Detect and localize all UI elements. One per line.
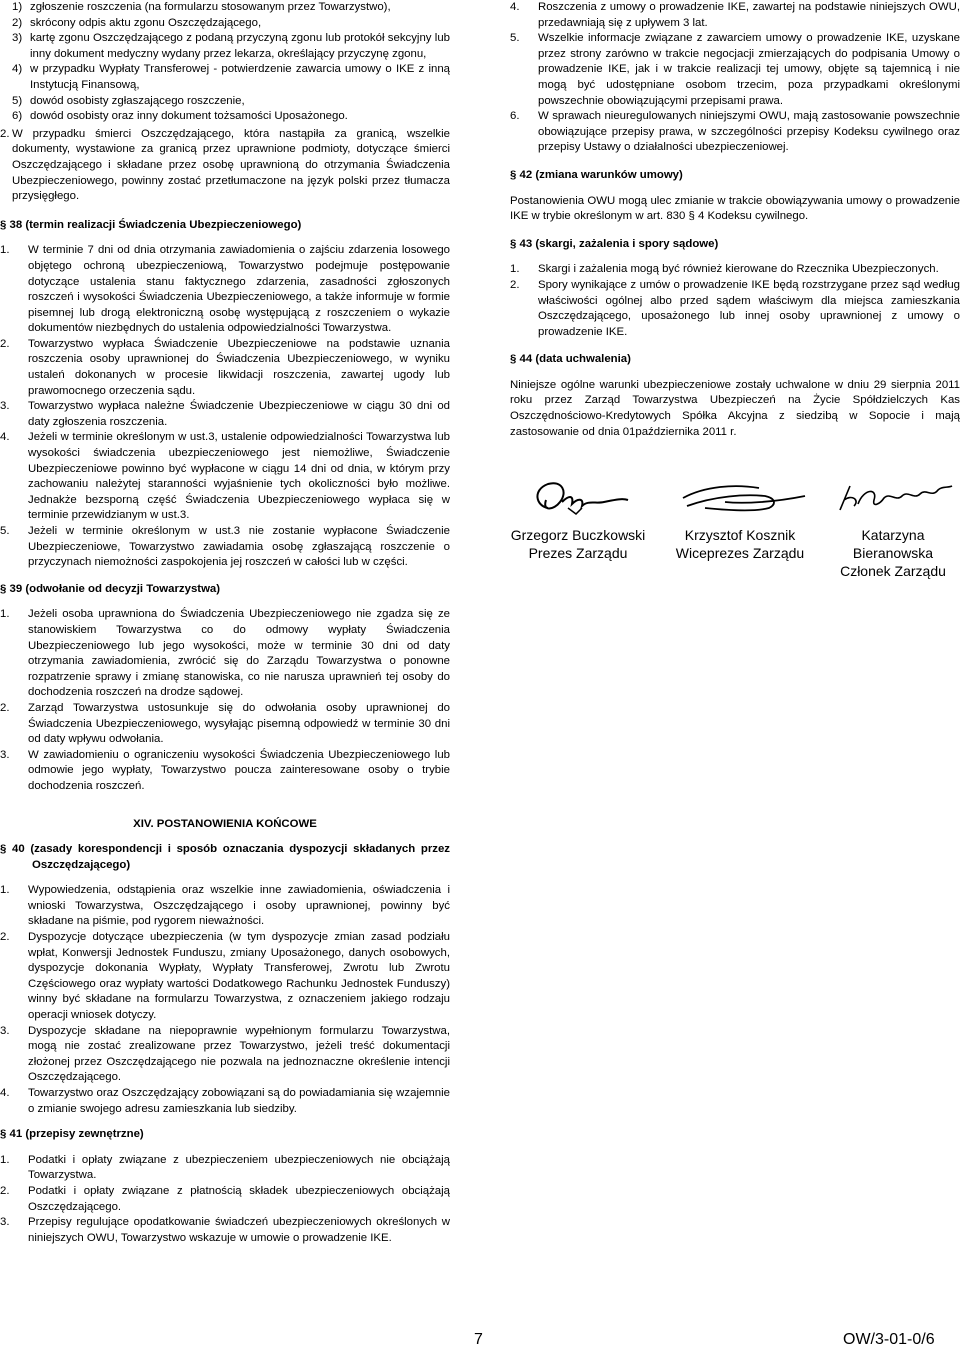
item-number: 1. (0, 608, 10, 621)
list-item (510, 278, 960, 340)
item-text: Towarzystwo wypłaca Świadczenie Ubezpieczeniowe na podstawie uznania roszczenia osoby uprawnionej do Świadczenia Ubezpieczeniowego, w wyniku ustaleń dokonanych w procesie likwidacji roszczenia, zawartej ugody lub prawomocnego orzeczenia sądu. (28, 337, 450, 397)
document-list (12, 0, 450, 125)
list-item (0, 524, 450, 571)
list-item (0, 399, 450, 430)
item-number: 3. (0, 400, 10, 413)
list-item (12, 94, 450, 110)
list-item (12, 31, 450, 62)
item-number: 4) (12, 63, 23, 76)
item-number: 1. (0, 884, 10, 897)
item-text: Wszelkie informacje związane z zawarciem umowy o prowadzenie IKE, uzyskane przez strony zarówno w trakcie negocjacji zmierzających do podpisania Umowy o prowadzenie IKE, jak i w trakcie realizacji tej umowy, objęte są tajemnicą i nie mogą być udostępniane osobom trzecim, poza przypadkami określonymi powszechnie obowiązującymi przepisami prawa. (538, 32, 960, 107)
item-number: 5. (0, 525, 10, 537)
item-number: 3. (0, 1216, 10, 1229)
list-item (0, 1086, 450, 1117)
item-text: skrócony odpis aktu zgonu Oszczędzającego, (30, 16, 262, 29)
signatory-name: Grzegorz Buczkowski (510, 527, 646, 543)
item-text: Towarzystwo wypłaca należne Świadczenie Ubezpieczeniowe w ciągu 30 dni od daty zgłoszenia roszczenia. (28, 400, 450, 428)
list-item (0, 883, 450, 930)
chapter-title: XIV. POSTANOWIENIA KOŃCOWE (133, 817, 317, 830)
list-item (12, 62, 450, 93)
signatory-role: Wiceprezes Zarządu (675, 545, 805, 561)
item-text: w przypadku Wypłaty Transferowej - potwierdzenie zawarcia umowy o IKE z inną Instytucją Finansową, (30, 63, 450, 91)
item-number: 6. (510, 110, 520, 123)
item-text: dowód osobisty zgłaszającego roszczenie, (30, 94, 245, 107)
list-item (0, 1024, 450, 1086)
section-heading: § 44 (data uchwalenia) (510, 353, 631, 366)
list-item (510, 262, 960, 278)
section-41-list (0, 1153, 450, 1247)
item-number: 1. (0, 1153, 10, 1166)
section-heading: § 42 (zmiana warunków umowy) (510, 168, 683, 181)
list-item (0, 748, 450, 795)
section-38-list (0, 243, 450, 570)
item-text: W przypadku śmierci Oszczędzającego, która nastąpiła za granicą, wszelkie dokumenty, wystawione za granicą przez uprawnione podmioty, dotyczące śmierci Oszczędzającego i składane przez osobę uprawnioną do otrzymania Świadczenia Ubezpieczeniowego, powinny zostać przetłumaczone na język polski przez tłumacza przysięgłego. (12, 127, 450, 203)
item-number: 4. (510, 1, 520, 13)
signature-block (818, 478, 960, 580)
section-heading: § 43 (skargi, zażalenia i spory sądowe) (510, 237, 719, 250)
item-number: 4. (0, 431, 10, 444)
item-number: 3. (0, 748, 10, 761)
section-39-list (0, 607, 450, 794)
item-text: W sprawach nieuregulowanych niniejszymi OWU, mają zastosowanie powszechnie obowiązujące przepisy prawa, w szczególności przepisy Kodeksu cywilnego oraz przepisy Ustawy o działalności ubezpieczeniowej. (538, 110, 960, 154)
item-number: 2. (0, 701, 10, 714)
item-number: 5) (12, 94, 23, 107)
section-40-list (0, 883, 450, 1117)
item-number: 3) (12, 32, 23, 45)
signature-icon (665, 478, 815, 520)
list-item (510, 0, 960, 31)
section-heading: § 40 (zasady korespondencji i sposób oznaczania dyspozycji składanych przez Oszczędzającego) (0, 843, 450, 871)
paragraph-item (0, 127, 450, 205)
list-item (0, 1153, 450, 1184)
item-number: 2) (12, 16, 23, 29)
document-code: OW/3-01-0/6 (843, 1331, 935, 1348)
list-item (510, 31, 960, 109)
item-text: Jeżeli w terminie określonym w ust.3 nie zostanie wypłacone Świadczenie Ubezpieczeniowe, Towarzystwo zawiadamia osobę zgłaszającą roszczenie o przyczynach niemożności zaspokojenia jej roszczeń w całości lub w części. (28, 525, 450, 569)
paragraph: Niniejsze ogólne warunki ubezpieczeniowe zostały uchwalone w dniu 29 sierpnia 2011 roku przez Zarząd Towarzystwa Ubezpieczeń na Życie Spółdzielczych Kas Oszczędnościowo-Kredytowych Spółka Akcyjna z siedzibą w Sopocie i mają zastosowanie od dnia 01października 2011 r. (510, 378, 960, 438)
item-number: 4. (0, 1087, 10, 1099)
signatory-name: Katarzyna Bieranowska (852, 527, 934, 561)
list-item (0, 337, 450, 399)
page-number: 7 (474, 1331, 483, 1348)
item-number: 2. (0, 1184, 10, 1197)
item-number: 1) (12, 1, 23, 13)
list-item (0, 1184, 450, 1215)
item-text: Podatki i opłaty związane z ubezpieczeniem ubezpieczeniowych nie obciążają Towarzystwa. (28, 1153, 450, 1182)
item-number: 5. (510, 32, 520, 45)
item-text: Dyspozycje składane na niepoprawnie wypełnionym formularzu Towarzystwa, mogą nie zostać zrealizowane przez Towarzystwo, jeżeli treść dokumentacji złożonej przez Oszczędzającego nie pozwala na jednoznaczne określenie intencji Oszczędzającego. (28, 1024, 450, 1084)
signatory-role: Członek Zarządu (840, 563, 946, 579)
item-number: 6) (12, 110, 23, 123)
item-text: Przepisy regulujące opodatkowanie świadczeń ubezpieczeniowych określonych w niniejszych OWU, Towarzystwo wskazuje w umowie o prowadzenie IKE. (28, 1216, 450, 1244)
left-column (0, 0, 450, 1246)
section-43-list (510, 262, 960, 340)
signature-block (503, 478, 653, 562)
item-number: 2. (510, 278, 520, 291)
list-item (0, 243, 450, 337)
list-item (12, 16, 450, 32)
item-text: Skargi i zażalenia mogą być również kierowane do Rzecznika Ubezpieczonych. (538, 263, 939, 276)
item-text: kartę zgonu Oszczędzającego z podaną przyczyną zgonu lub protokół sekcyjny lub inny dokument medyczny wydany przez lekarza, określający przyczynę zgonu, (30, 32, 450, 60)
item-number: 1. (510, 263, 520, 276)
list-item (0, 701, 450, 748)
signatory-name: Krzysztof Kosznik (684, 527, 796, 543)
item-text: Jeżeli w terminie określonym w ust.3, ustalenie odpowiedzialności Towarzystwa lub wysokości świadczenia ubezpieczeniowego jest niemożliwe, Świadczenie Ubezpieczeniowe powinno być wypłacone w ciągu 14 dni od dnia, w którym przy zachowaniu należytej staranności wyjaśnienie tych okoliczności było możliwe. Jednakże bezsporną część Świadczenia Ubezpieczeniowego wypłaca się w terminie przewidzianym w ust.3. (28, 431, 450, 522)
item-text: zgłoszenie roszczenia (na formularzu stosowanym przez Towarzystwo), (30, 1, 391, 13)
continued-list (510, 0, 960, 156)
item-text: Dyspozycje dotyczące ubezpieczenia (w tym dyspozycje zmian zasad podziału wpłat, Konwersji Jednostek Funduszu, zmiany Uposażonego, danych osobowych, dyspozycje dokonania Wypłaty, Wypłaty Transferowej, Zwrotu lub Zwrotu Częściowego oraz wypłaty wartości Dodatkowego Rachunku Jednostek Funduszy) winny być składane na formularzu Towarzystwa, z oznaczeniem jakiego rodzaju operacji wniosek dotyczy. (28, 931, 450, 1022)
right-column (510, 0, 960, 440)
list-item (510, 109, 960, 156)
paragraph: Postanowienia OWU mogą ulec zmianie w trakcie obowiązywania umowy o prowadzenie IKE w trybie określonym w art. 830 § 4 Kodeksu cywilnego. (510, 194, 960, 223)
item-text: Zarząd Towarzystwa ustosunkuje się do odwołania osoby uprawnionej do Świadczenia Ubezpieczeniowego, wysyłając pisemną odpowiedź w terminie 30 dni od daty wpływu odwołania. (28, 701, 450, 746)
section-heading: § 39 (odwołanie od decyzji Towarzystwa) (0, 582, 221, 595)
item-number: 2. (0, 127, 10, 140)
section-heading: § 38 (termin realizacji Świadczenia Ubezpieczeniowego) (0, 218, 302, 231)
list-item (0, 607, 450, 701)
signature-block (665, 478, 815, 562)
signature-icon (828, 478, 958, 520)
item-number: 1. (0, 244, 10, 257)
item-text: Spory wynikające z umów o prowadzenie IKE będą rozstrzygane przez sąd według właściwości ogólnej albo przed sądem właściwym dla miejsca zamieszkania Oszczędzającego, uposażonego lub innej osoby uprawnionej z umowy o prowadzenie IKE. (538, 278, 960, 338)
item-text: dowód osobisty oraz inny dokument tożsamości Uposażonego. (30, 110, 348, 123)
item-text: W zawiadomieniu o ograniczeniu wysokości Świadczenia Ubezpieczeniowego lub odmowie jego wypłaty, Towarzystwo poucza zainteresowane osoby o trybie dochodzenia roszczeń. (28, 748, 450, 792)
signature-icon (518, 478, 638, 520)
section-heading: § 41 (przepisy zewnętrzne) (0, 1128, 144, 1141)
item-text: Wypowiedzenia, odstąpienia oraz wszelkie inne zawiadomienia, oświadczenia i wnioski Towarzystwa, Oszczędzającego i osoby uprawnionej, powinny być składane na piśmie, pod rygorem nieważności. (28, 884, 450, 928)
item-text: W terminie 7 dni od dnia otrzymania zawiadomienia o zajściu zdarzenia losowego objętego ochroną ubezpieczeniową, Towarzystwo podejmuje postępowanie dotyczące ustalenia stanu faktycznego zdarzenia, zasadności zgłoszonych roszczeń i wysokości Świadczenia Ubezpieczeniowego, a także informuje w formie pisemnej lub drogą elektroniczną osobę występującą z roszczeniem o wykazie dokumentów niezbędnych do ustalenia odpowiedzialności Towarzystwa. (28, 244, 450, 335)
item-number: 2. (0, 931, 10, 944)
list-item (0, 930, 450, 1024)
item-text: Podatki i opłaty związane z płatnością składek ubezpieczeniowych obciążają Oszczędzającego. (28, 1184, 450, 1213)
item-number: 2. (0, 337, 10, 350)
list-item (12, 109, 450, 125)
item-number: 3. (0, 1024, 10, 1037)
item-text: Roszczenia z umowy o prowadzenie IKE, zawartej na podstawie niniejszych OWU, przedawniają się z upływem 3 lat. (538, 1, 960, 29)
list-item (0, 430, 450, 524)
list-item (0, 1215, 450, 1246)
list-item (12, 0, 450, 16)
item-text: Jeżeli osoba uprawniona do Świadczenia Ubezpieczeniowego nie zgadza się ze stanowiskiem Towarzystwa co do odmowy wypłaty Świadczenia Ubezpieczeniowego lub jego wysokości, może w terminie 30 dni od daty otrzymania zawiadomienia, zwrócić się do Zarządu Towarzystwa o ponowne rozpatrzenie sprawy i zmianę stanowiska, co nie narusza uprawnień tej osoby do dochodzenia roszczeń na drodze sądowej. (28, 608, 450, 699)
signatory-role: Prezes Zarządu (528, 545, 628, 561)
item-text: Towarzystwo oraz Oszczędzający zobowiązani są do powiadamiania się wzajemnie o zmianie swojego adresu zamieszkania lub siedziby. (28, 1087, 450, 1115)
